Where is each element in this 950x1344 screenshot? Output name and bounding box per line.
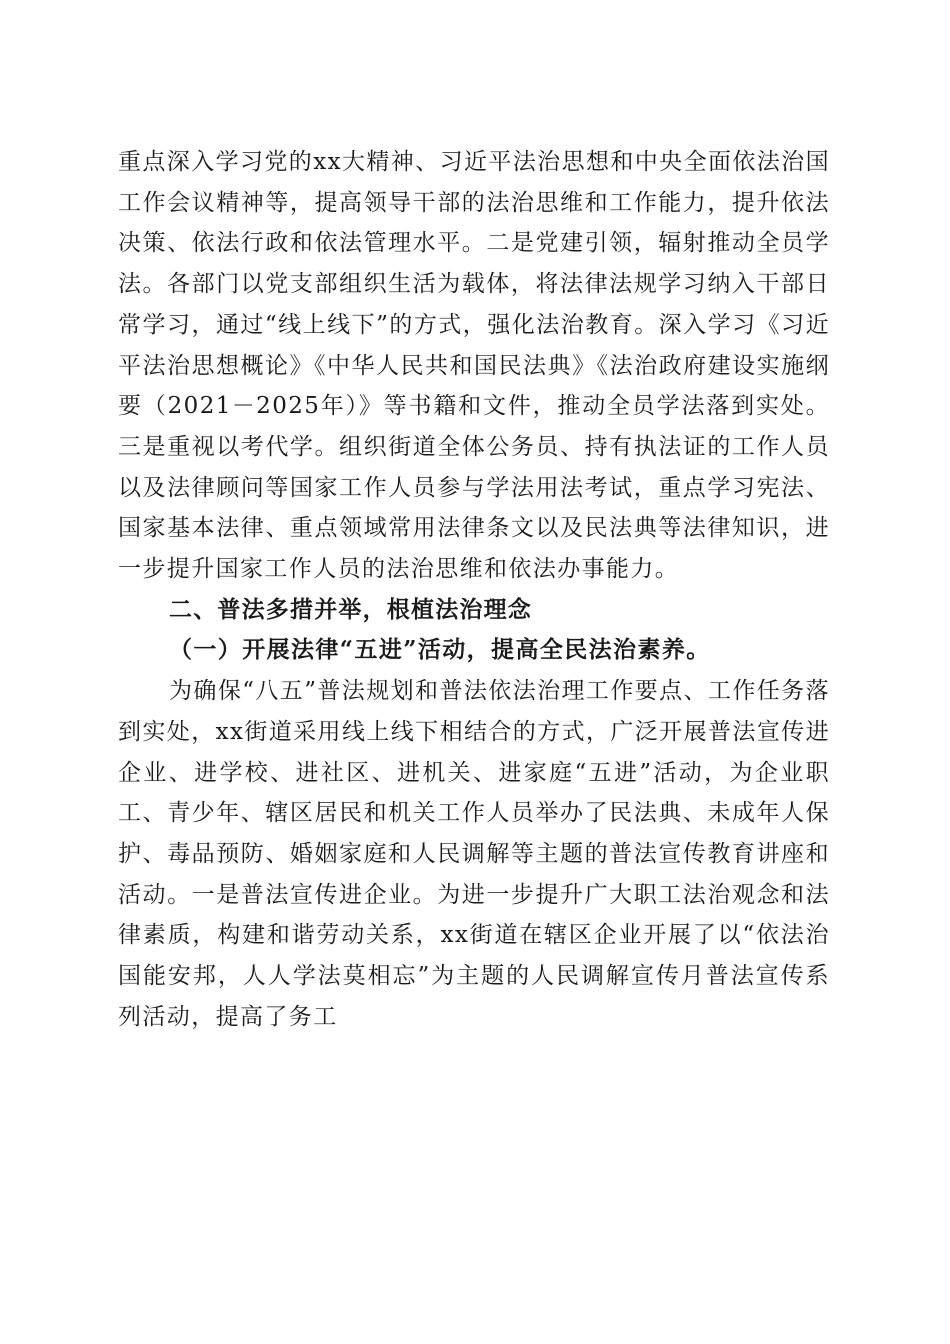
body-paragraph: 为确保“八五”普法规划和普法依法治理工作要点、工作任务落到实处，xx街道采用线上线下相结合的方式，广泛开展普法宣传进企业、进学校、进社区、进机关、进家庭“五进”活动，为企业职工、青少年、辖区居民和机关工作人员举办了民法典、未成年人保护、毒品预防、婚姻家庭和人民调解等主题的普法宣传教育讲座和活动。一是普法宣传进企业。为进一步提升广大职工法治观念和法律素质，构建和谐劳动关系，xx街道在辖区企业开展了以“依法治国能安邦，人人学法莫相忘”为主题的人民调解宣传月普法宣传系列活动，提高了务工 bbox=[118, 678, 830, 1030]
section-heading: 二、普法多措并举，根植法治理念 bbox=[169, 596, 532, 623]
document-page bbox=[118, 142, 830, 1037]
subsection-heading: （一）开展法律“五进”活动，提高全民法治素养。 bbox=[169, 636, 711, 664]
body-paragraph: 重点深入学习党的xx大精神、习近平法治思想和中央全面依法治国工作会议精神等，提高领导干部的法治思维和工作能力，提升依法决策、依法行政和依法管理水平。二是党建引领，辐射推动全员学法。各部门以党支部组织生活为载体，将法律法规学习纳入干部日常学习，通过“线上线下”的方式，强化法治教育。深入学习《习近平法治思想概论》《中华人民共和国民法典》《法治政府建设实施纲要（2021－2025年）》等书籍和文件，推动全员学法落到实处。三是重视以考代学。组织街道全体公务员、持有执法证的工作人员以及法律顾问等国家工作人员参与学法用法考试，重点学习宪法、国家基本法律、重点领域常用法律条文以及民法典等法律知识，进一步提升国家工作人员的法治思维和依法办事能力。 bbox=[118, 149, 830, 583]
